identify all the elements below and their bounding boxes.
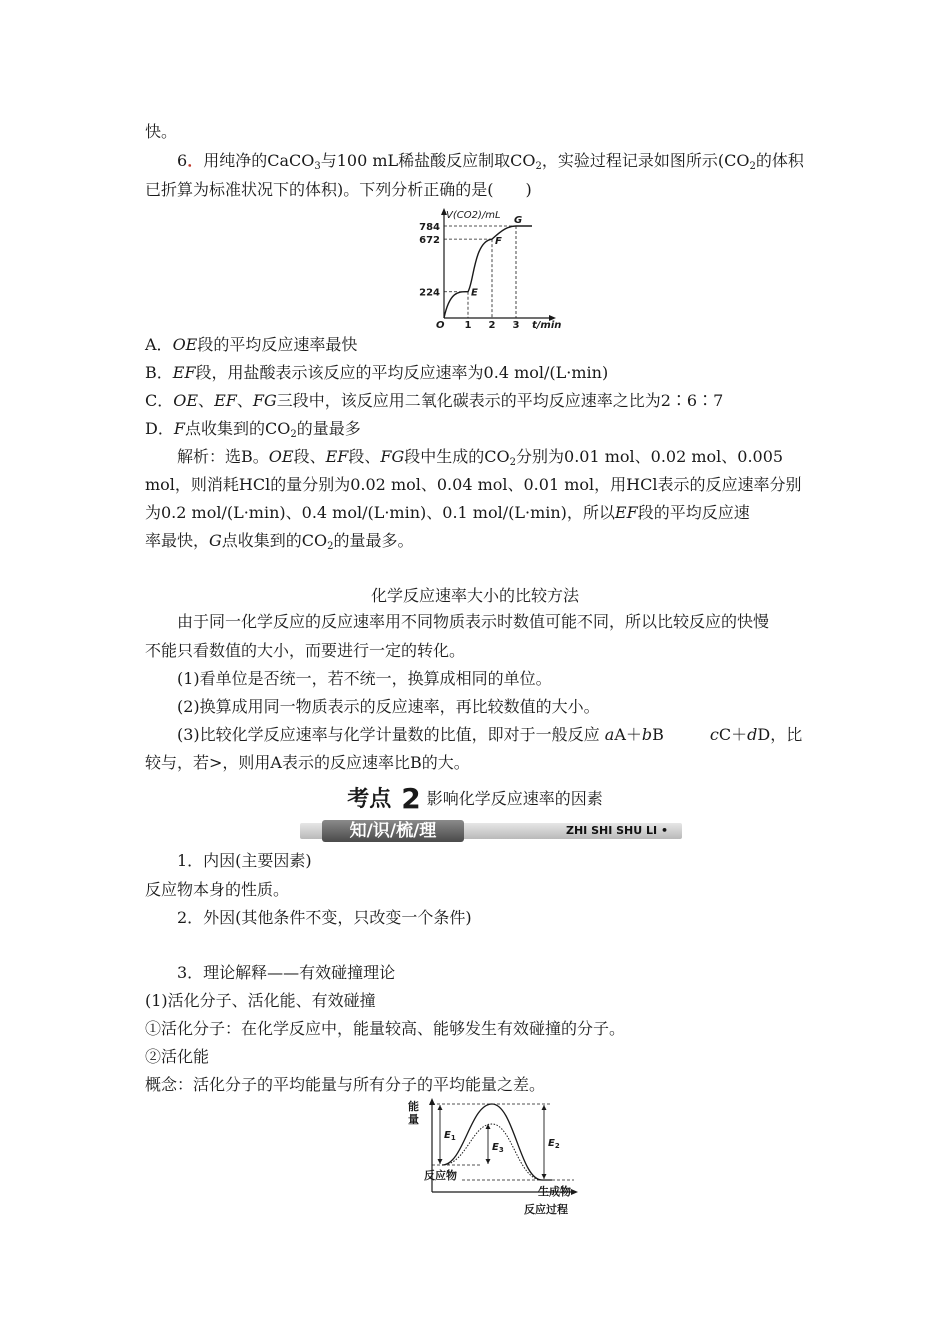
process-axis-arrow (571, 1189, 578, 1195)
energy-label-2: 量 (408, 1113, 419, 1126)
knowledge-line: 2．外因(其他条件不变，只改变一个条件) (177, 908, 472, 927)
e2-arrow-head (542, 1105, 547, 1110)
analysis-line-4: 率最快，G点收集到的$CO_2$的量最多。 (145, 531, 414, 552)
x-tick-label: 2 (488, 320, 496, 330)
method-line-1: 由于同一化学反应的反应速率用不同物质表示时数值可能不同，所以比较反应的快慢 (177, 612, 770, 631)
analysis-line-1: 解析：选B。OE段、EF段、FG段中生成的$CO_2$分别为0.01 mol、0.02 mol、0.005 (177, 447, 784, 468)
option-c[interactable]: C．OE、EF、FG三段中，该反应用二氧化碳表示的平均反应速率之比为2∶6∶7 (145, 391, 724, 410)
reactant-label: 反应物 (424, 1169, 457, 1182)
banner-tab: 知/识/梳/理 (322, 820, 464, 842)
knowledge-line: 1．内因(主要因素) (177, 851, 312, 870)
knowledge-banner (300, 820, 682, 842)
y-tick-label: 784 (419, 222, 440, 233)
method-line-3: (1)看单位是否统一，若不统一，换算成相同的单位。 (177, 669, 552, 688)
y-tick-label: 224 (419, 287, 440, 299)
e2-label: $E_2$ (548, 1138, 560, 1150)
y-tick-label: 672 (419, 235, 440, 247)
x-tick-label: 1 (464, 320, 472, 330)
e3-arrow-tail (486, 1159, 491, 1164)
e1-label: $E_1$ (444, 1130, 456, 1142)
guide-lines (444, 226, 516, 318)
method-line-5: (3)比较化学反应速率与化学计量数的比值，即对于一般反应 aA＋bB cC＋dD，比 (177, 725, 803, 744)
section-label: 考点 (347, 787, 392, 812)
knowledge-line: (1)活化分子、活化能、有效碰撞 (145, 991, 376, 1010)
e2-arrow-tail (542, 1174, 547, 1179)
analysis-line-3: 为0.2 mol/(L·min)、0.4 mol/(L·min)、0.1 mol/(L·min)，所以EF段的平均反应速 (145, 503, 750, 522)
question-6-line-1: 6．用纯净的CaCO$_3$与100 mL稀盐酸反应制取$CO_2$，实验过程记录如图所示($CO_2$的体积 (177, 151, 804, 172)
point-label-g: G (514, 215, 523, 226)
knowledge-line: ①活化分子：在化学反应中，能量较高、能够发生有效碰撞的分子。 (145, 1019, 626, 1038)
method-line-4: (2)换算成用同一物质表示的反应速率，再比较数值的大小。 (177, 697, 600, 716)
x-axis-label: t/min (532, 320, 562, 330)
energy-label-1: 能 (408, 1100, 419, 1113)
process-label: 反应过程 (524, 1203, 568, 1216)
method-title: 化学反应速率大小的比较方法 (370, 586, 579, 605)
option-d[interactable]: D．F点收集到的$CO_2$的量最多 (145, 419, 361, 440)
analysis-line-2: mol，则消耗HCl的量分别为0.02 mol、0.04 mol、0.01 mol，用HCl表示的反应速率分别 (145, 475, 802, 494)
section-number: 2 (401, 782, 421, 815)
point-label-f: F (495, 236, 502, 248)
co2-curve (444, 226, 532, 318)
knowledge-line: 3．理论解释——有效碰撞理论 (177, 963, 396, 982)
activation-energy-diagram (402, 1096, 586, 1220)
banner-pinyin: ZHI SHI SHU LI • (565, 824, 668, 837)
x-tick-label: 3 (512, 320, 520, 330)
e1-arrow-tail (438, 1159, 443, 1164)
section-title: 影响化学反应速率的因素 (426, 789, 603, 808)
knowledge-line: 反应物本身的性质。 (145, 880, 290, 899)
text-line: 快。 (145, 122, 178, 141)
knowledge-line: ②活化能 (145, 1047, 210, 1066)
product-label: 生成物 (538, 1185, 571, 1198)
question-6-line-2: 已折算为标准状况下的体积)。下列分析正确的是( ) (145, 180, 532, 199)
e1-arrow-head (438, 1105, 443, 1110)
co2-volume-chart (414, 206, 574, 330)
knowledge-line: 概念：活化分子的平均能量与所有分子的平均能量之差。 (145, 1075, 546, 1094)
option-b[interactable]: B．EF段，用盐酸表示该反应的平均反应速率为0.4 mol/(L·min) (145, 363, 609, 382)
option-a[interactable]: A．OE段的平均反应速率最快 (145, 335, 358, 354)
method-line-6: 较与，若>，则用A表示的反应速率比B的大。 (145, 753, 470, 772)
method-line-2: 不能只看数值的大小，而要进行一定的转化。 (145, 641, 466, 660)
origin-label: O (436, 320, 445, 330)
point-label-e: E (471, 287, 478, 299)
section-heading (0, 782, 950, 815)
e3-label: $E_3$ (492, 1142, 504, 1154)
y-axis-label: V(CO2)/mL (446, 210, 501, 221)
